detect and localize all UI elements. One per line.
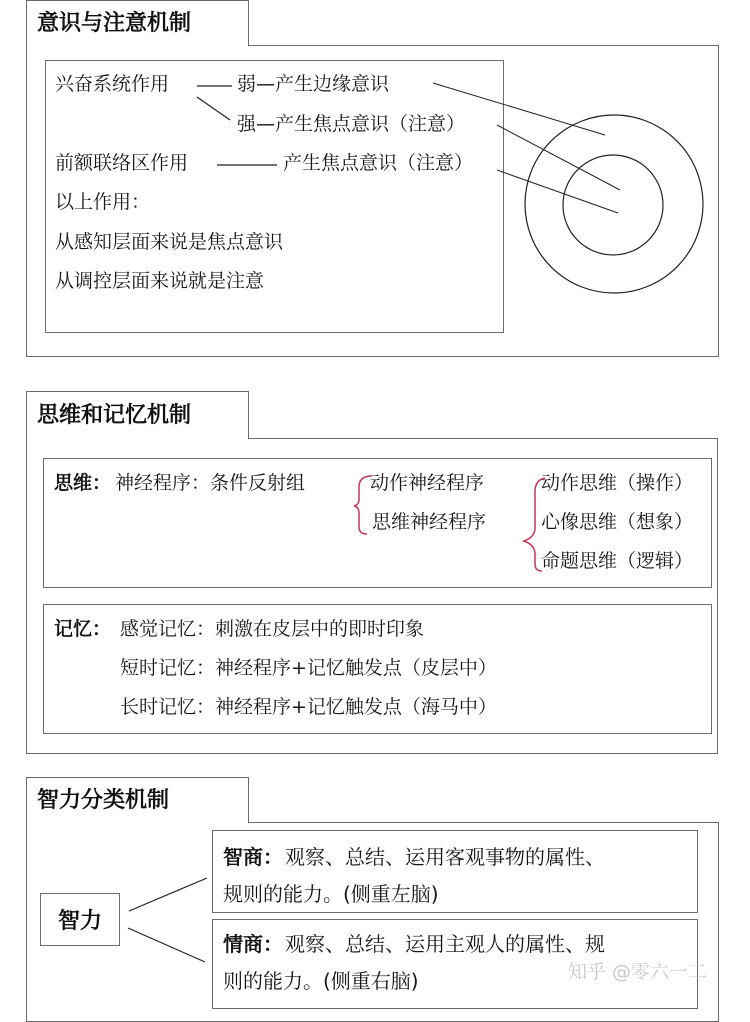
prefrontal-label: 前额联络区作用 [55,152,189,174]
eq-line2: 则的能力。(侧重右脑) [223,969,419,993]
thinking-definition: 神经程序：条件反射组 [115,472,306,494]
iq-line1: 观察、总结、运用客观事物的属性、 [285,845,605,869]
control-level-text: 从调控层面来说就是注意 [55,270,265,292]
action-program: 动作神经程序 [370,472,485,494]
section-title-text: 智力分类机制 [37,787,170,813]
prefrontal-result: 产生焦点意识（注意） [283,152,474,174]
section-title-text: 思维和记忆机制 [37,402,192,428]
thought-program: 思维神经程序 [372,511,487,533]
sensory-memory: 感觉记忆：刺激在皮层中的即时印象 [120,618,425,640]
weak-result: 弱—产生边缘意识 [237,73,390,95]
excite-system-label: 兴奋系统作用 [55,73,170,95]
image-thinking: 心像思维（想象） [541,511,694,533]
short-term-memory: 短时记忆：神经程序+记忆触发点（皮层中） [120,657,497,679]
iq-label: 智商： [223,845,283,869]
above-effects-label: 以上作用： [55,191,151,213]
memory-label: 记忆： [54,618,112,640]
action-thinking: 动作思维（操作） [541,472,694,494]
section-title-text: 意识与注意机制 [37,10,192,36]
intelligence-root-label: 智力 [57,909,102,934]
perception-level-text: 从感知层面来说是焦点意识 [55,231,284,253]
iq-line2: 规则的能力。(侧重左脑) [223,882,439,906]
propositional-thinking: 命题思维（逻辑） [541,550,694,572]
strong-result: 强—产生焦点意识（注意） [237,113,466,135]
thinking-label: 思维： [54,472,112,494]
eq-line1: 观察、总结、运用主观人的属性、规 [285,932,605,956]
long-term-memory: 长时记忆：神经程序+记忆触发点（海马中） [120,696,497,718]
eq-label: 情商： [223,932,283,956]
watermark: 知乎 @零六一二 [568,961,708,983]
